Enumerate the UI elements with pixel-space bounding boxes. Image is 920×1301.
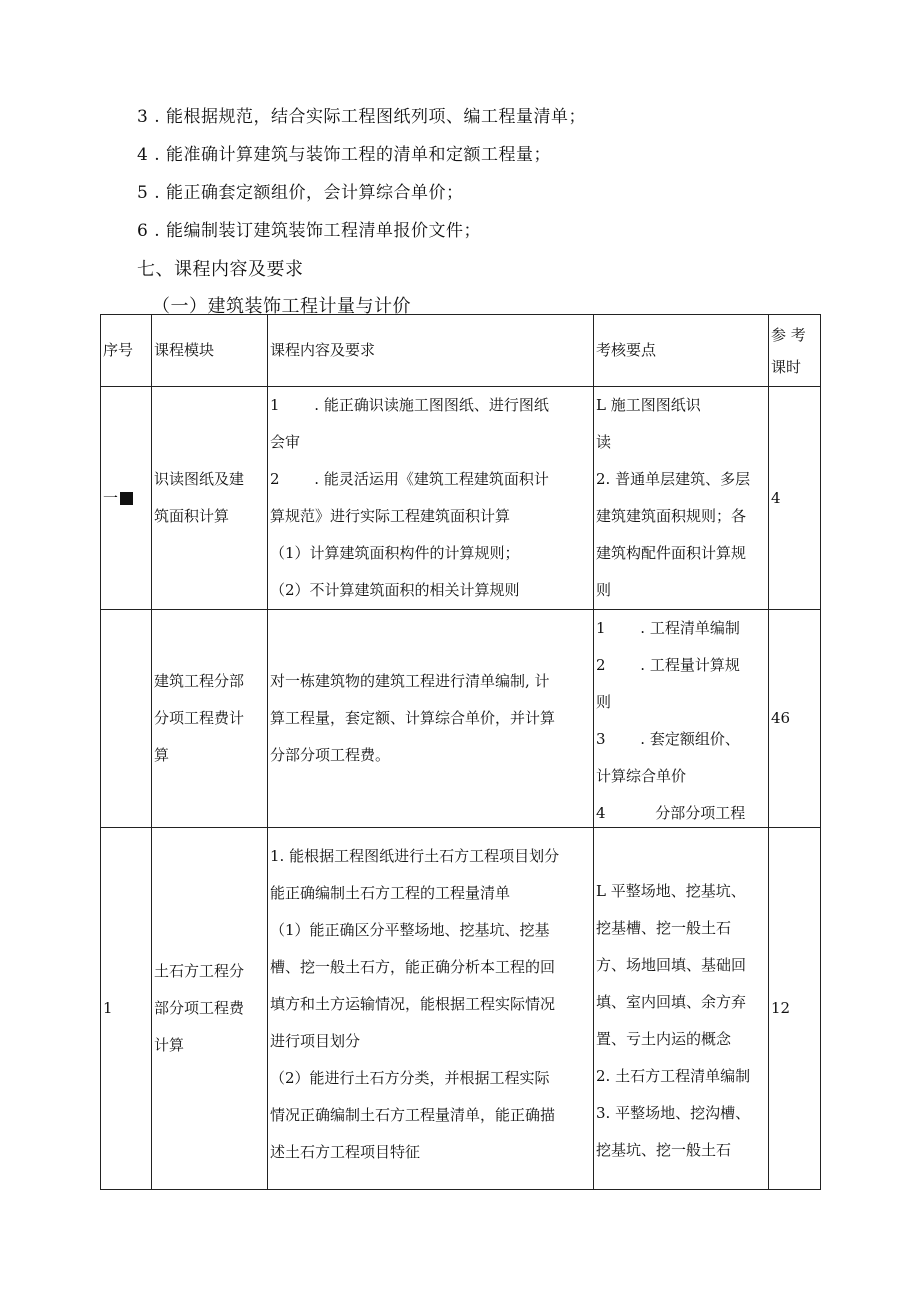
row3-points-line: 挖基槽、挖一般土石 xyxy=(596,919,732,937)
row1-points-line: L 施工图图纸识 xyxy=(596,396,701,414)
row1-content xyxy=(268,387,594,610)
row2-points-line: 4 分部分项工程 xyxy=(596,804,746,822)
row3-content-line: （2）能进行土石方分类，并根据工程实际 xyxy=(270,1069,550,1087)
header-hours-line1: 参 考 xyxy=(771,325,806,344)
header-module: 课程模块 xyxy=(152,315,268,387)
row3-points-line: 3. 平整场地、挖沟槽、 xyxy=(596,1104,751,1122)
row1-module-line: 筑面积计算 xyxy=(154,507,230,525)
row1-seq xyxy=(101,387,152,610)
row2-hours: 46 xyxy=(769,610,821,828)
table-row xyxy=(101,610,821,828)
row3-content-line: 填方和土方运输情况，能根据工程实际情况 xyxy=(270,995,556,1013)
row3-content-line: 1. 能根据工程图纸进行土石方工程项目划分 xyxy=(270,847,560,865)
row3-module-line: 计算 xyxy=(154,1036,185,1054)
row3-points-line: 填、室内回填、余方弃 xyxy=(596,993,747,1011)
row3-content-line: （1）能正确区分平整场地、挖基坑、挖基 xyxy=(270,921,550,939)
row1-module-line: 识读图纸及建 xyxy=(154,470,245,488)
row1-points-line: 2. 普通单层建筑、多层 xyxy=(596,470,751,488)
header-points: 考核要点 xyxy=(594,315,769,387)
row3-points-line: L 平整场地、挖基坑、 xyxy=(596,882,746,900)
intro-item-5: 5 . 能正确套定额组价，会计算综合单价； xyxy=(137,183,464,203)
table-header-row xyxy=(101,315,821,387)
row1-module xyxy=(152,387,268,610)
row2-points-line: 则 xyxy=(596,693,612,711)
row1-content-line: 2 . 能灵活运用《建筑工程建筑面积计 xyxy=(270,470,549,488)
filled-square-icon xyxy=(120,492,133,505)
row3-hours: 12 xyxy=(769,828,821,1190)
row1-content-line: （1）计算建筑面积构件的计算规则； xyxy=(270,544,520,562)
intro-item-4: 4 . 能准确计算建筑与装饰工程的清单和定额工程量； xyxy=(137,145,552,165)
row1-points xyxy=(594,387,769,610)
row1-hours: 4 xyxy=(769,387,821,610)
row3-content-line: 述土石方工程项目特征 xyxy=(270,1143,421,1161)
row1-points-line: 建筑构配件面积计算规 xyxy=(596,544,747,562)
row3-content-line: 能正确编制土石方工程的工程量清单 xyxy=(270,884,511,902)
row1-points-line: 则 xyxy=(596,581,612,599)
row3-content-line: 槽、挖一般土石方，能正确分析本工程的回 xyxy=(270,958,556,976)
row1-content-line: 算规范》进行实际工程建筑面积计算 xyxy=(270,507,511,525)
row1-content-line: 1 . 能正确识读施工图图纸、进行图纸 xyxy=(270,396,549,414)
row3-content xyxy=(268,828,594,1190)
row3-module xyxy=(152,828,268,1190)
row1-content-line: 会审 xyxy=(270,433,301,451)
row3-content-line: 进行项目划分 xyxy=(270,1032,361,1050)
row2-content xyxy=(268,610,594,828)
row2-module xyxy=(152,610,268,828)
row1-content-line: （2）不计算建筑面积的相关计算规则 xyxy=(270,581,520,599)
sub-heading: （一）建筑装饰工程计量与计价 xyxy=(152,296,411,317)
row2-points-line: 2 . 工程量计算规 xyxy=(596,656,740,674)
row2-points-line: 计算综合单价 xyxy=(596,767,687,785)
row1-points-line: 建筑建筑面积规则；各 xyxy=(596,507,747,525)
row2-content-line: 算工程量，套定额、计算综合单价，并计算 xyxy=(270,709,556,727)
table-row xyxy=(101,387,821,610)
table-row xyxy=(101,828,821,1190)
row3-points-line: 2. 土石方工程清单编制 xyxy=(596,1067,751,1085)
row2-module-line: 建筑工程分部 xyxy=(154,672,245,690)
row1-seq-text: 一 xyxy=(103,488,119,507)
section-heading: 七、课程内容及要求 xyxy=(137,259,304,280)
row3-points xyxy=(594,828,769,1190)
header-content: 课程内容及要求 xyxy=(268,315,594,387)
row3-module-line: 土石方工程分 xyxy=(154,962,245,980)
row2-seq xyxy=(101,610,152,828)
intro-item-3: 3 . 能根据规范，结合实际工程图纸列项、编工程量清单； xyxy=(137,107,587,127)
header-hours-line2: 课时 xyxy=(771,357,802,376)
row3-points-line: 挖基坑、挖一般土石 xyxy=(596,1141,732,1159)
row3-module-line: 部分项工程费 xyxy=(154,999,245,1017)
row2-points-line: 1 . 工程清单编制 xyxy=(596,619,740,637)
row2-content-line: 分部分项工程费。 xyxy=(270,746,391,764)
row2-module-line: 分项工程费计 xyxy=(154,709,245,727)
header-seq: 序号 xyxy=(101,315,152,387)
row3-content-line: 情况正确编制土石方工程量清单，能正确描 xyxy=(270,1106,556,1124)
row1-points-line: 读 xyxy=(596,433,612,451)
row3-points-line: 置、亏土内运的概念 xyxy=(596,1030,732,1048)
header-hours xyxy=(769,315,821,387)
row2-content-line: 对一栋建筑物的建筑工程进行清单编制, 计 xyxy=(270,672,550,690)
row3-seq: 1 xyxy=(101,828,152,1190)
intro-item-6: 6 . 能编制装订建筑装饰工程清单报价文件； xyxy=(137,221,482,241)
row3-points-line: 方、场地回填、基础回 xyxy=(596,956,747,974)
course-table xyxy=(100,314,821,1190)
row2-points-line: 3 . 套定额组价、 xyxy=(596,730,740,748)
row2-module-line: 算 xyxy=(154,746,170,764)
row2-points xyxy=(594,610,769,828)
